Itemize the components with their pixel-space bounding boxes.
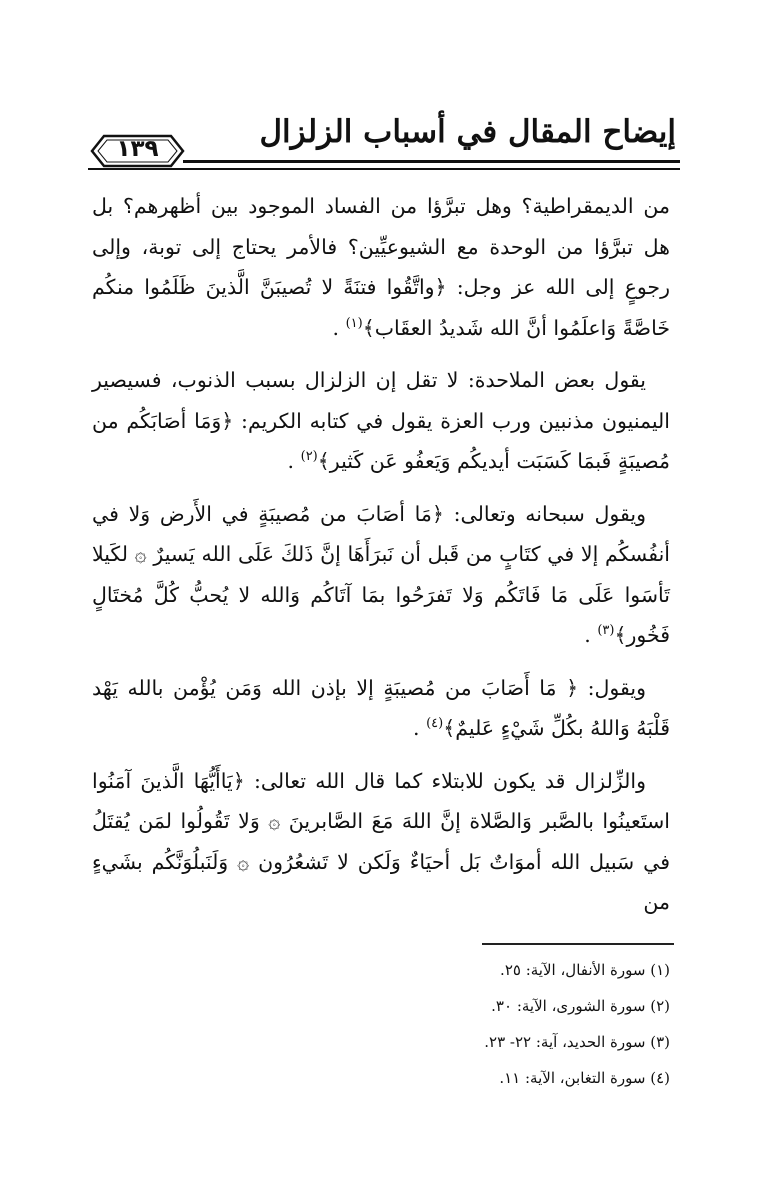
main-text	[92, 186, 670, 923]
page-number-badge	[90, 132, 185, 170]
footnote-item: (٣) سورة الحديد، آية: ٢٢- ٢٣.	[484, 1033, 670, 1051]
paragraph-tail: .	[332, 315, 340, 340]
footnote-ref: (١)	[345, 315, 363, 331]
paragraph	[92, 494, 670, 656]
paragraph-tail: .	[287, 449, 295, 473]
footnote-ref: (٣)	[597, 623, 615, 639]
header-rule-top	[183, 160, 680, 163]
page-header	[88, 110, 680, 176]
paragraph-tail: .	[584, 623, 591, 647]
paragraph	[92, 668, 670, 749]
page-number: ١٣٩	[116, 136, 159, 162]
footnote-item: (١) سورة الأنفال، الآية: ٢٥.	[500, 961, 670, 979]
footnote-ref: (٤)	[426, 716, 444, 732]
paragraph	[92, 761, 670, 923]
paragraph-text: يقول بعض الملاحدة: لا تقل إن الزلزال بسبب الذنوب، فسيصير اليمنيون مذنبين ورب العزة يقول في كتابه الكريم: ﴿وَمَا أصَابَكُم من مُصيبَةٍ فَبمَا كَسَبَت أيديكُم وَيَعفُو عَن كَثير﴾	[92, 368, 670, 473]
footnote-separator	[482, 943, 674, 945]
paragraph-text: والزِّلزال قد يكون للابتلاء كما قال الله تعالى: ﴿يَاأَيُّهَا الَّذينَ آمَنُوا استَعينُوا بالصَّبر وَالصَّلاة إنَّ اللهَ مَعَ الصَّابرينَ ۞ وَلا تَقُولُوا لمَن يُقتَلُ في سَبيل الله أموَاتٌ بَل أحيَاءٌ وَلَكن لا تَشعُرُون ۞ وَلَنَبلُوَنَّكُم بشَيءٍ من	[92, 768, 670, 914]
footnote-item: (٤) سورة التغابن، الآية: ١١.	[499, 1069, 670, 1087]
paragraph-text: ويقول: ﴿ مَا أَصَابَ من مُصيبَةٍ إلا بإذن الله وَمَن يُؤْمن بالله يَهْد قَلْبَهُ وَاللهُ بكُلِّ شَيْءٍ عَليمٌ﴾	[92, 675, 670, 740]
footnote-item: (٢) سورة الشورى، الآية: ٣٠.	[491, 997, 670, 1015]
footnotes	[270, 952, 670, 1096]
running-title: إيضاح المقال في أسباب الزلزال	[259, 114, 676, 150]
paragraph	[92, 360, 670, 482]
paragraph-text: من الديمقراطية؟ وهل تبرَّؤا من الفساد الموجود بين أظهرهم؟ بل هل تبرَّؤا من الوحدة مع الشيوعيِّين؟ فالأمر يحتاج إلى توبة، وإلى رجوعٍ إلى الله عز وجل: ﴿واتَّقُوا فتنَةً لا تُصيبَنَّ الَّذينَ ظَلَمُوا منكُم خَاصَّةً وَاعلَمُوا أنَّ الله شَديدُ العقَاب﴾	[92, 194, 670, 340]
paragraph	[92, 186, 670, 348]
paragraph-text: ويقول سبحانه وتعالى: ﴿مَا أصَابَ من مُصيبَةٍ في الأَرض وَلا في أنفُسكُم إلا في كتَابٍ من قَبل أن نَبرَأَهَا إنَّ ذَلكَ عَلَى الله يَسيرٌ ۞ لكَيلا تَأسَوا عَلَى مَا فَاتَكُم وَلا تَفرَحُوا بمَا آتَاكُم وَالله لا يُحبُّ كُلَّ مُختَالٍ فَخُور﴾	[92, 501, 670, 647]
paragraph-tail: .	[413, 716, 420, 740]
footnote-ref: (٢)	[300, 449, 318, 465]
